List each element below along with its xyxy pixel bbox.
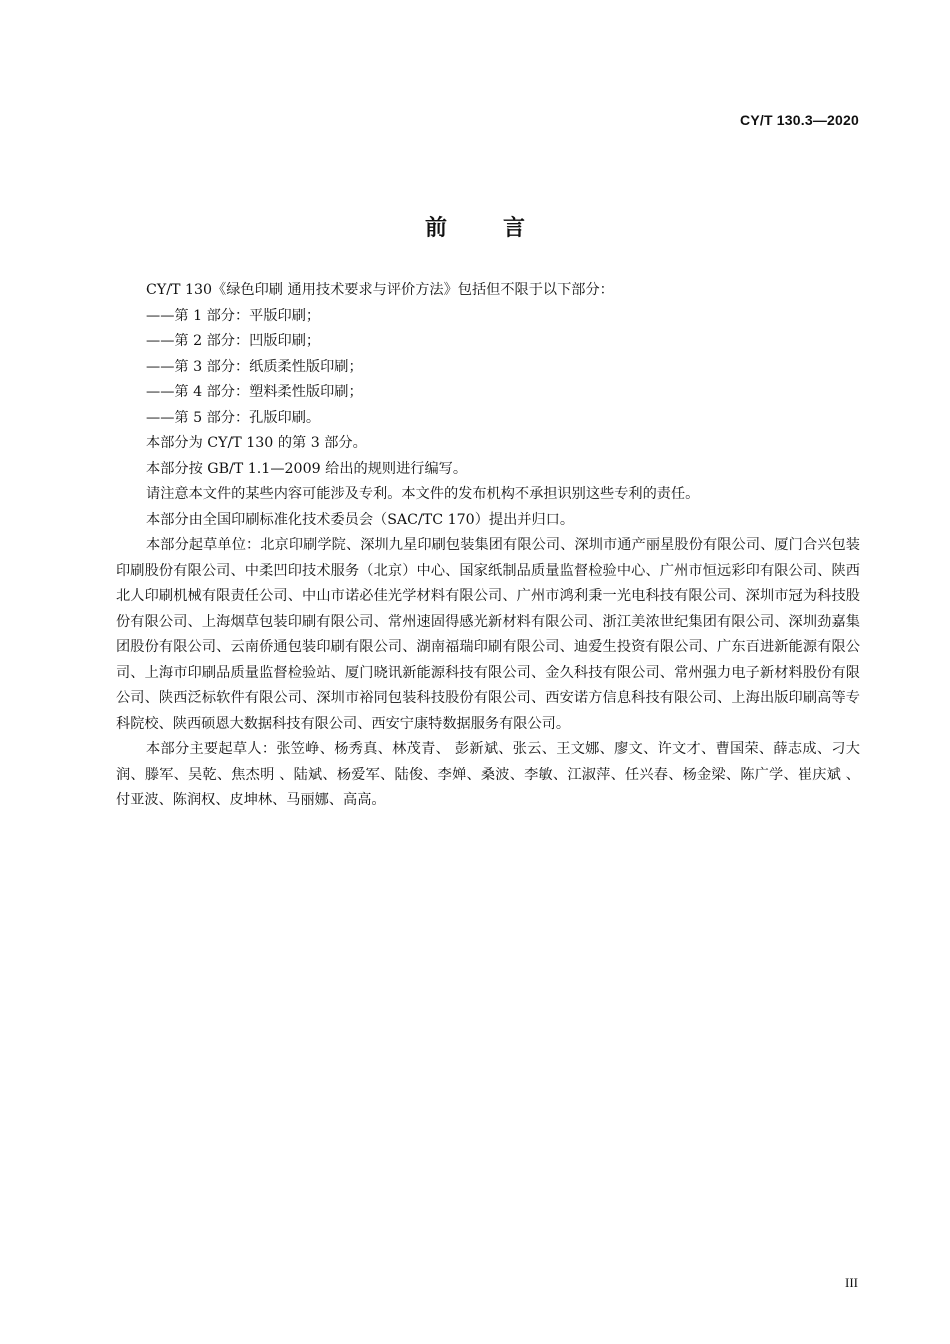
page-number: III: [845, 1275, 858, 1290]
part-list-item-4: ——第 4 部分：塑料柔性版印刷；: [146, 384, 363, 400]
part-list-item-5: ——第 5 部分：孔版印刷。: [146, 409, 321, 426]
proposed-by-paragraph: 本部分由全国印刷标准化技术委员会（SAC/TC 170）提出并归口。: [146, 511, 575, 528]
part-list-item-3: ——第 3 部分：纸质柔性版印刷；: [146, 358, 363, 375]
intro-paragraph: CY/T 130《绿色印刷 通用技术要求与评价方法》包括但不限于以下部分：: [146, 282, 614, 298]
part-list-item-1: ——第 1 部分：平版印刷；: [146, 307, 321, 324]
drafting-units-paragraph: 本部分起草单位：北京印刷学院、深圳九星印刷包装集团有限公司、深圳市通产丽星股份有限公司、厦门合兴包装印刷股份有限公司、中柔凹印技术服务（北京）中心、国家纸制品质量监督检验中心、广州市恒远彩印有限公司、陕西北人印刷机械有限责任公司、中山市诺必佳光学材料有限公司、广州市鸿利秉一光电科技有限公司、深圳市冠为科技股份有限公司、上海烟草包装印刷有限公司、常州速固得感光新材料有限公司、浙江美浓世纪集团有限公司、深圳劲嘉集团股份有限公司、云南侨通包装印刷有限公司、湖南福瑞印刷有限公司、迪爱生投资有限公司、广东百进新能源有限公司、上海市印刷品质量监督检验站、厦门晓讯新能源科技有限公司、金久科技有限公司、常州强力电子新材料股份有限公司、陕西泛标软件有限公司、深圳市裕同包装科技股份有限公司、西安诺方信息科技有限公司、上海出版印刷高等专科院校、陕西硕恩大数据科技有限公司、西安宁康特数据服务有限公司。: [116, 537, 860, 732]
this-part-paragraph: 本部分为 CY/T 130 的第 3 部分。: [146, 435, 367, 451]
standard-number: CY/T 130.3—2020: [740, 112, 859, 128]
patent-notice-paragraph: 请注意本文件的某些内容可能涉及专利。本文件的发布机构不承担识别这些专利的责任。: [146, 486, 700, 502]
foreword-body: [116, 278, 860, 814]
part-list-item-2: ——第 2 部分：凹版印刷；: [146, 333, 321, 349]
drafting-rules-paragraph: 本部分按 GB/T 1.1—2009 给出的规则进行编写。: [146, 460, 468, 477]
drafters-paragraph: 本部分主要起草人：张笠峥、杨秀真、林茂青、 彭新斌、张云、王文娜、廖文、许文才、曹国荣、薛志成、刁大润、滕军、吴乾、焦杰明 、陆斌、杨爱军、陆俊、李婵、桑波、李敏、江淑萍、任兴春、杨金梁、陈广学、崔庆斌 、付亚波、陈润权、皮坤林、马丽娜、高高。: [116, 741, 860, 808]
page-title: 前言: [424, 215, 581, 241]
